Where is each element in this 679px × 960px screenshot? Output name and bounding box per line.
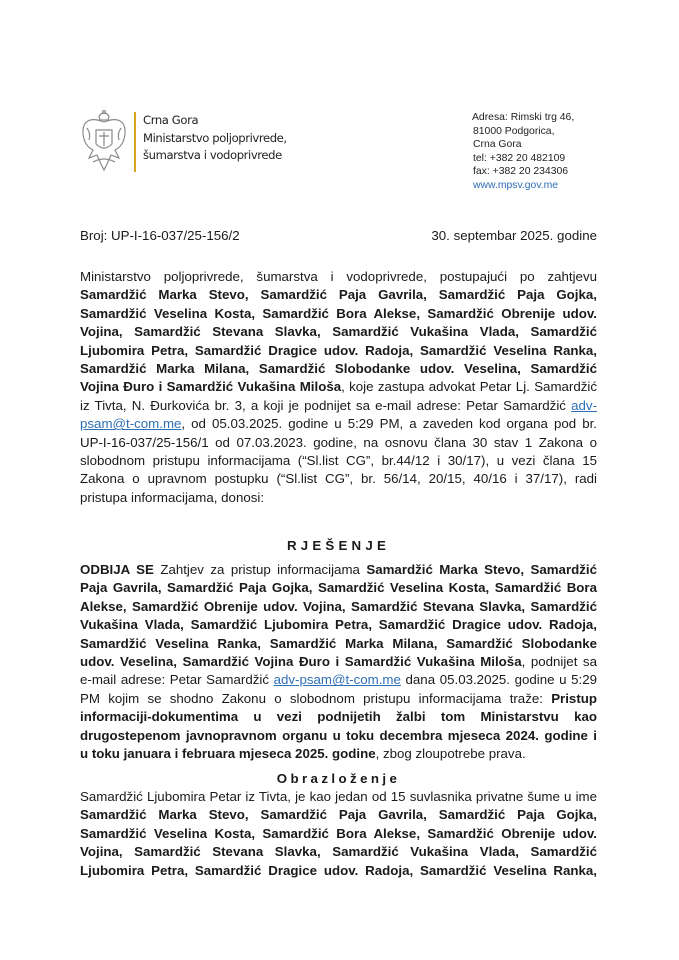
text: dana 05.03.2025. godine u 5:29: [400, 672, 597, 688]
bold-text: drugostepenom javnopravnom organu u toku decembra mjeseca 2024. godine i: [80, 727, 597, 743]
ministry-name-line-2: šumarstva i vodoprivrede: [143, 148, 282, 162]
text-line: [80, 579, 597, 597]
text: e-mail adrese: Petar Samardžić: [80, 672, 274, 688]
text-line: [80, 843, 597, 861]
header-divider: [134, 112, 136, 172]
bold-text: Vukašina Vlada, Samardžić Ljubomira Petra, Samardžić Dragice udov. Radoja,: [80, 617, 597, 633]
bold-text: Samardžić Veselina Kosta, Samardžić Bora Alekse, Samardžić Obrenije udov.: [80, 305, 597, 321]
text: PM kojim se shodno Zakonu o slobodnom pristupu informacijama traže:: [80, 690, 552, 706]
bold-text: Ljubomira Petra, Samardžić Dragice udov. Radoja, Samardžić Veselina Ranka,: [80, 342, 597, 358]
text: , od 05.03.2025. godine u 5:29 PM, a zaveden kod organa pod br.: [181, 416, 597, 432]
bold-text: udov. Veselina, Samardžić Vojina Đuro i Samardžić Vukašina Miloša: [80, 653, 522, 669]
ministry-name-line-1: Ministarstvo poljoprivrede,: [143, 130, 287, 145]
text-line: [80, 397, 597, 415]
text: Zakona o upravnom postupku (“Sl.list CG”, br. 56/14, 20/15, 40/16 i 37/17), radi: [80, 471, 597, 487]
bold-text: u toku januara i februara mjeseca 2025. godine: [80, 745, 376, 761]
reasoning-paragraph: [80, 788, 597, 880]
ministry-name: [143, 112, 287, 165]
email-link[interactable]: adv-: [571, 397, 597, 413]
bold-text: Ljubomira Petra, Samardžić Dragice udov. Radoja, Samardžić Veselina Ranka,: [80, 862, 597, 878]
email-link[interactable]: psam@t-com.me: [80, 416, 182, 432]
decision-title: RJEŠENJE: [286, 538, 391, 553]
text-line: [80, 671, 597, 689]
text-line: [80, 862, 597, 880]
text: Zahtjev za pristup informacijama: [153, 562, 367, 577]
text-line: [80, 360, 597, 378]
text-line: [80, 653, 597, 671]
contact-address: [472, 111, 574, 193]
text-line: [80, 745, 597, 763]
text-line: [80, 727, 597, 745]
text: , koje zastupa advokat Petar Lj. Samardžić: [341, 379, 598, 395]
text-line: [80, 708, 597, 726]
bold-text: informaciji-dokumentima u vezi podnijetih žalbi tom Ministarstvu kao: [80, 709, 597, 725]
coat-of-arms-logo: [79, 108, 129, 174]
text-line: [80, 268, 597, 286]
text: iz Tivta, N. Đurkovića br. 3, a koji je podnijet sa e-mail adrese: Petar Samardžić: [80, 397, 572, 413]
bold-text: Pristup: [551, 690, 597, 706]
text-line: [80, 342, 597, 360]
text-line: [80, 616, 597, 634]
text-line: [80, 690, 597, 708]
bold-text: Samardžić Marka Stevo, Samardžić Paja Gavrila, Samardžić Paja Gojka,: [80, 807, 597, 823]
website-link[interactable]: www.mpsv.gov.me: [473, 179, 559, 191]
text-line: [80, 788, 597, 806]
text: Ministarstvo poljoprivrede, šumarstva i vodoprivrede, postupajući po zahtjevu: [80, 269, 597, 284]
bold-text: Samardžić Veselina Kosta, Samardžić Bora Alekse, Samardžić Obrenije udov.: [80, 825, 597, 841]
intro-paragraph: [80, 268, 597, 507]
bold-text: Alekse, Samardžić Obrenije udov. Vojina, Samardžić Stevana Slavka, Samardžić: [80, 598, 597, 614]
decision-paragraph: [80, 561, 597, 763]
document-number: Broj: UP-I-16-037/25-156/2: [80, 228, 240, 243]
bold-text: Vojina, Samardžić Stevana Slavka, Samardžić Vukašina Vlada, Samardžić: [80, 844, 597, 860]
address-city: 81000 Podgorica,: [473, 125, 555, 137]
document-date: 30. septembar 2025. godine: [431, 228, 597, 243]
text-line: [80, 378, 597, 396]
text-line: [80, 825, 597, 843]
text-line: [80, 806, 597, 824]
bold-text: Samardžić Veselina Ranka, Samardžić Marka Milana, Samardžić Slobodanke: [80, 635, 597, 651]
bold-text: ODBIJA SE: [80, 562, 154, 577]
text: Samardžić Ljubomira Petar iz Tivta, je kao jedan od 15 suvlasnika privatne šume u ime: [80, 789, 597, 804]
bold-text: Vojina, Samardžić Stevana Slavka, Samardžić Vukašina Vlada, Samardžić: [80, 324, 597, 340]
bold-text: Vojina Đuro i Samardžić Vukašina Miloša: [80, 379, 342, 395]
phone: tel: +382 20 482109: [473, 152, 566, 164]
text: , podnijet sa: [521, 653, 597, 669]
fax: fax: +382 20 234306: [473, 166, 569, 178]
email-link[interactable]: adv-psam@t-com.me: [273, 672, 401, 688]
text-line: [80, 323, 597, 341]
reasoning-title: Obrazloženje: [276, 771, 401, 786]
text: pristupa informacijama, donosi:: [80, 489, 265, 505]
text-line: [80, 452, 597, 470]
text-line: [80, 561, 597, 579]
text-line: [80, 305, 597, 323]
bold-text: Samardžić Marka Stevo, Samardžić: [366, 562, 597, 577]
text-line: [80, 635, 597, 653]
text: , zbog zloupotrebe prava.: [375, 745, 526, 761]
text-line: [80, 598, 597, 616]
text-line: [80, 286, 597, 304]
address-street: Adresa: Rimski trg 46,: [472, 112, 575, 123]
text-line: [80, 415, 597, 433]
text-line: [80, 470, 597, 488]
text-line: [80, 489, 597, 507]
address-country: Crna Gora: [473, 139, 522, 151]
bold-text: Samardžić Marka Milana, Samardžić Slobodanke udov. Veselina, Samardžić: [80, 360, 597, 376]
text: slobodnom pristupu informacijama (“Sl.list CG”, br.44/12 i 30/17), u vezi člana 15: [80, 452, 597, 468]
text-line: [80, 434, 597, 452]
bold-text: Samardžić Marka Stevo, Samardžić Paja Gavrila, Samardžić Paja Gojka,: [80, 287, 597, 303]
country-name: Crna Gora: [143, 113, 199, 127]
bold-text: Paja Gavrila, Samardžić Paja Gojka, Samardžić Veselina Kosta, Samardžić Bora: [80, 580, 597, 596]
text: UP-I-16-037/25-156/1 od 07.03.2023. godine, na osnovu člana 30 stav 1 Zakona o: [80, 434, 597, 450]
